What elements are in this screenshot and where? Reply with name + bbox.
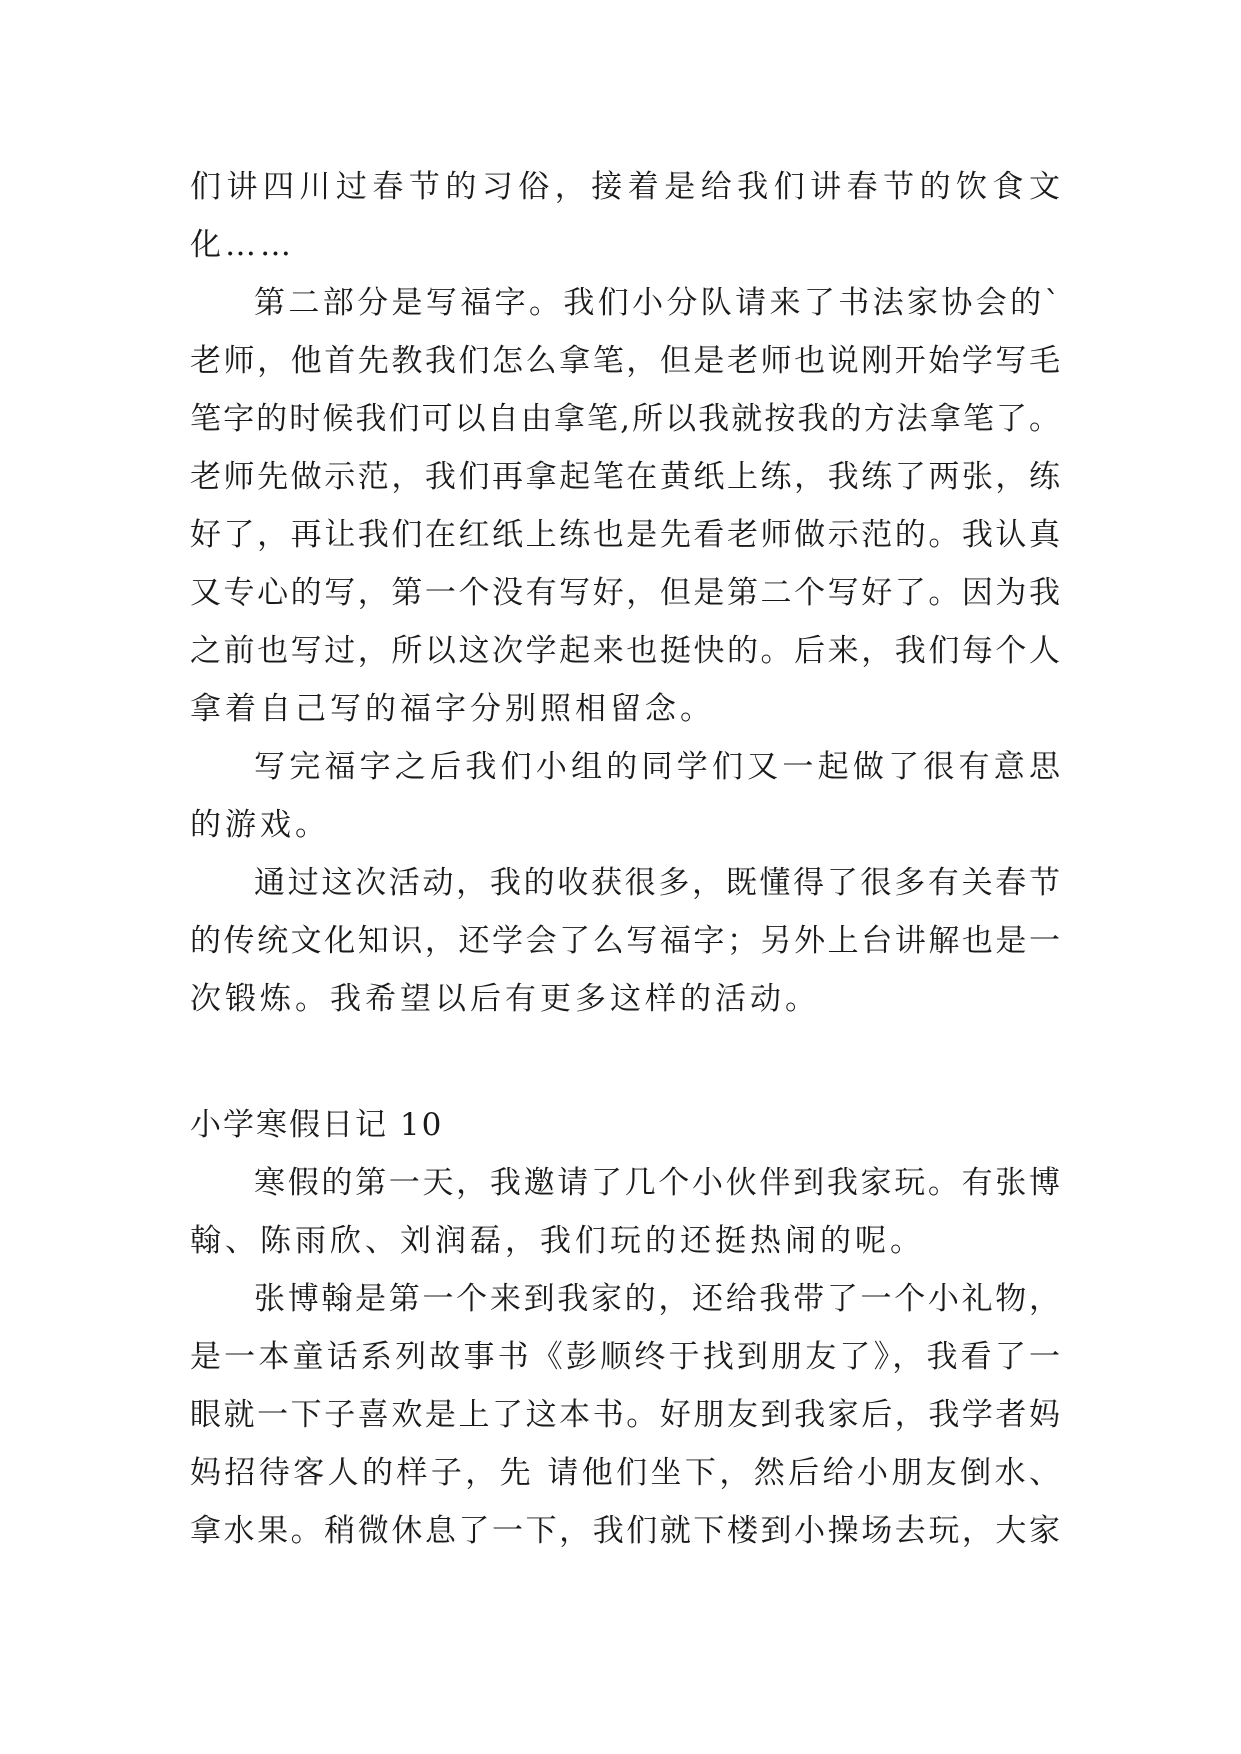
- text-line: 翰、陈雨欣、刘润磊，我们玩的还挺热闹的呢。: [190, 1223, 925, 1259]
- text-line: 妈招待客人的样子，先 请他们坐下，然后给小朋友倒水、: [190, 1455, 1060, 1491]
- text-line: 笔字的时候我们可以自由拿笔,所以我就按我的方法拿笔了。: [190, 401, 1060, 437]
- text-line: 第二部分是写福字。我们小分队请来了书法家协会的`: [254, 285, 1060, 321]
- text-line: 老师，他首先教我们怎么拿笔，但是老师也说刚开始学写毛: [190, 343, 1060, 379]
- text-line: 们讲四川过春节的习俗，接着是给我们讲春节的饮食文: [190, 169, 1060, 205]
- text-line: 次锻炼。我希望以后有更多这样的活动。: [190, 981, 820, 1017]
- text-line: 拿水果。稍微休息了一下，我们就下楼到小操场去玩，大家: [190, 1513, 1060, 1549]
- document-body: [190, 158, 1060, 1560]
- text-line: 之前也写过，所以这次学起来也挺快的。后来，我们每个人: [190, 633, 1060, 669]
- text-line: 的游戏。: [190, 807, 330, 843]
- text-line: 拿着自己写的福字分别照相留念。: [190, 691, 715, 727]
- text-line: 写完福字之后我们小组的同学们又一起做了很有意思: [254, 749, 1060, 785]
- text-line: 眼就一下子喜欢是上了这本书。好朋友到我家后，我学者妈: [190, 1397, 1060, 1433]
- text-line: 寒假的第一天，我邀请了几个小伙伴到我家玩。有张博: [254, 1165, 1060, 1201]
- section-title: 小学寒假日记 10: [190, 1107, 444, 1143]
- text-line: 是一本童话系列故事书《彭顺终于找到朋友了》，我看了一: [190, 1339, 1060, 1375]
- text-line: 化……: [190, 227, 295, 263]
- text-line: 老师先做示范，我们再拿起笔在黄纸上练，我练了两张，练: [190, 459, 1060, 495]
- text-line: 好了，再让我们在红纸上练也是先看老师做示范的。我认真: [190, 517, 1060, 553]
- text-line: 通过这次活动，我的收获很多，既懂得了很多有关春节: [254, 865, 1060, 901]
- section-gap: [190, 1028, 1060, 1096]
- text-line: 的传统文化知识，还学会了么写福字；另外上台讲解也是一: [190, 923, 1060, 959]
- text-line: 张博翰是第一个来到我家的，还给我带了一个小礼物，: [254, 1281, 1060, 1317]
- text-line: 又专心的写，第一个没有写好，但是第二个写好了。因为我: [190, 575, 1060, 611]
